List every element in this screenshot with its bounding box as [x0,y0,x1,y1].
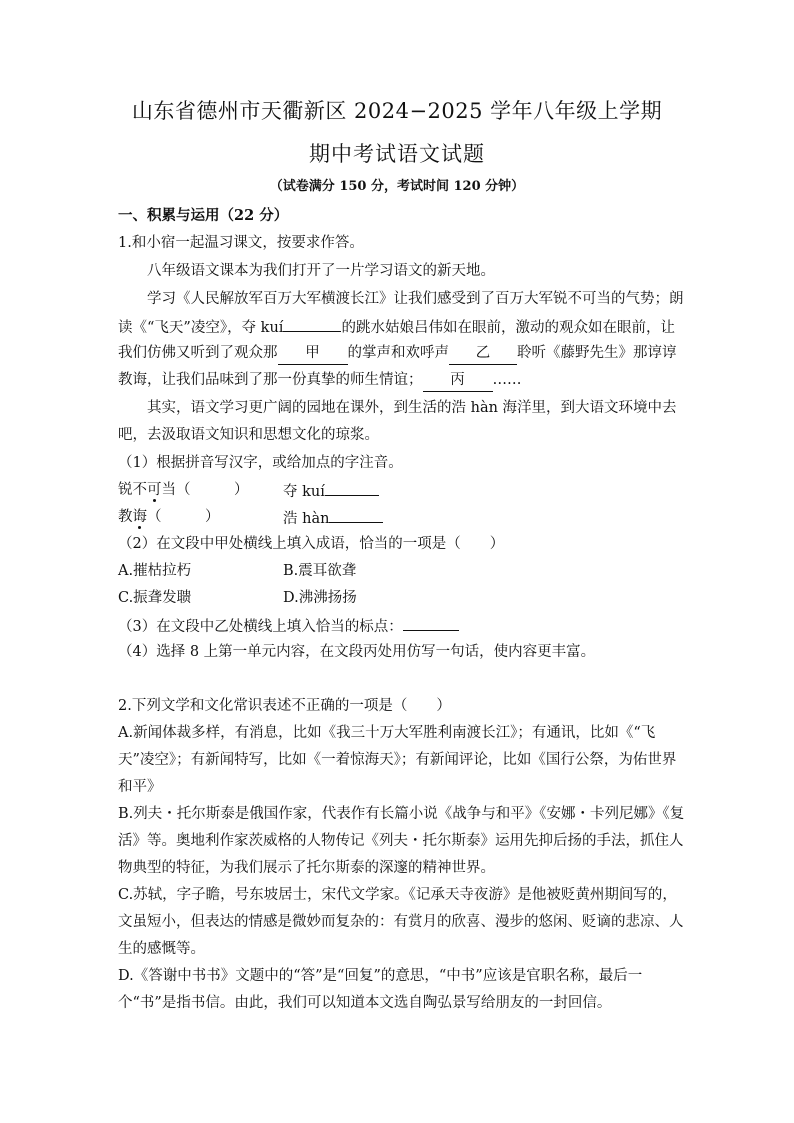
q2-option-a-line3: 和平》 [118,779,162,795]
q1-para2-line2 [118,315,675,339]
q2-option-b-line2: 活》等。奥地利作家茨威格的人物传记《列夫・托尔斯泰》运用先抑后扬的手法，抓住人 [118,833,684,849]
exam-title-line2: 期中考试语文试题 [309,142,485,166]
section-heading: 一、积累与运用（22 分） [118,207,289,224]
blank[interactable] [403,614,459,631]
blank-bing[interactable]: 丙 [423,369,493,392]
text: 锐不 [118,482,147,498]
exam-info: （试卷满分 150 分，考试时间 120 分钟） [269,179,525,194]
text: 教 [118,509,133,525]
sub1-item-c [118,506,220,528]
q2-stem: 2.下列文学和文化常识表述不正确的一项是（ ） [118,698,451,714]
blank[interactable] [329,506,383,523]
option-a[interactable]: A.摧枯拉朽 [118,563,192,579]
sub1-item-d [283,506,383,530]
blank-yi[interactable]: 乙 [449,342,517,365]
text: （3）在文段中乙处横线上填入恰当的标点： [118,619,403,635]
q2-option-c-line1: C.苏轼，字子瞻，号东坡居士，宋代文学家。《记承天寺夜游》是他被贬黄州期间写的， [118,887,677,903]
q2-option-d-line1: D.《答谢中书书》文题中的“答”是“回复”的意思，“中书”应该是官职名称，最后一 [118,968,643,984]
q1-para2-line4 [118,369,522,392]
q2-option-c-line2: 文虽短小，但表达的情感是微妙而复杂的：有赏月的欣喜、漫步的悠闲、贬谪的悲凉、人 [118,914,684,930]
option-c[interactable]: C.振聋发聩 [118,590,192,606]
sub1-item-a [118,479,249,501]
text: 我们仿佛又听到了观众那 [118,345,278,361]
blank[interactable] [283,315,341,332]
q1-para3-line1: 其实，语文学习更广阔的园地在课外，到生活的浩 hàn 海洋里，到大语文环境中去 [147,400,677,416]
text: 当（ ） [161,482,249,498]
option-b[interactable]: B.震耳欲聋 [283,563,357,579]
text: 的掌声和欢呼声 [347,345,449,361]
q1-stem: 1.和小宿一起温习课文，按要求作答。 [118,235,364,251]
text: 聆听《藤野先生》那谆谆 [517,345,677,361]
option-d[interactable]: D.沸沸扬扬 [283,590,357,606]
q1-sub3 [118,614,459,638]
text: 的跳水姑娘吕伟如在眼前，激动的观众如在眼前，让 [341,320,675,336]
q1-sub4: （4）选择 8 上第一单元内容，在文段丙处用仿写一句话，使内容更丰富。 [118,644,596,660]
q1-sub2: （2）在文段中甲处横线上填入成语，恰当的一项是（ ） [118,536,505,552]
q1-sub1: （1）根据拼音写汉字，或给加点的字注音。 [118,455,403,471]
q1-para2-line3 [118,342,677,365]
blank[interactable] [325,479,379,496]
q2-option-b-line3: 物典型的特征，为我们展示了托尔斯泰的深邃的精神世界。 [118,860,495,876]
blank-jia[interactable]: 甲 [278,342,348,365]
dotted-char: 可 [147,482,162,498]
q1-para2-line1: 学习《人民解放军百万大军横渡长江》让我们感受到了百万大军锐不可当的气势；朗 [147,291,684,307]
q2-option-b-line1: B.列夫・托尔斯泰是俄国作家，代表作有长篇小说《战争与和平》《安娜・卡列尼娜》《复 [118,806,685,822]
q2-option-a-line1: A.新闻体裁多样，有消息，比如《我三十万大军胜利南渡长江》；有通讯，比如《“飞 [118,725,656,741]
q2-option-d-line2: 个“书”是指书信。由此，我们可以知道本文选自陶弘景写给朋友的一封回信。 [118,995,612,1011]
text: 夺 kuí [283,484,325,500]
q1-para1: 八年级语文课本为我们打开了一片学习语文的新天地。 [147,263,495,279]
text: 读《“飞天”凌空》，夺 kuí [118,320,284,336]
dotted-char: 诲 [132,509,147,525]
text: （ ） [147,509,220,525]
text: …… [492,372,522,388]
text: 教诲，让我们品味到了那一份真挚的师生情谊； [118,372,423,388]
exam-title-line1: 山东省德州市天衢新区 2024−2025 学年八年级上学期 [131,99,663,123]
text: 浩 hàn [283,511,330,527]
q2-option-a-line2: 天”凌空》；有新闻特写，比如《一着惊海天》；有新闻评论，比如《国行公祭，为佑世界 [118,752,677,768]
q2-option-c-line3: 生的感慨等。 [118,941,205,957]
sub1-item-b [283,479,379,503]
q1-para3-line2: 吧，去汲取语文知识和思想文化的琼浆。 [118,427,379,443]
